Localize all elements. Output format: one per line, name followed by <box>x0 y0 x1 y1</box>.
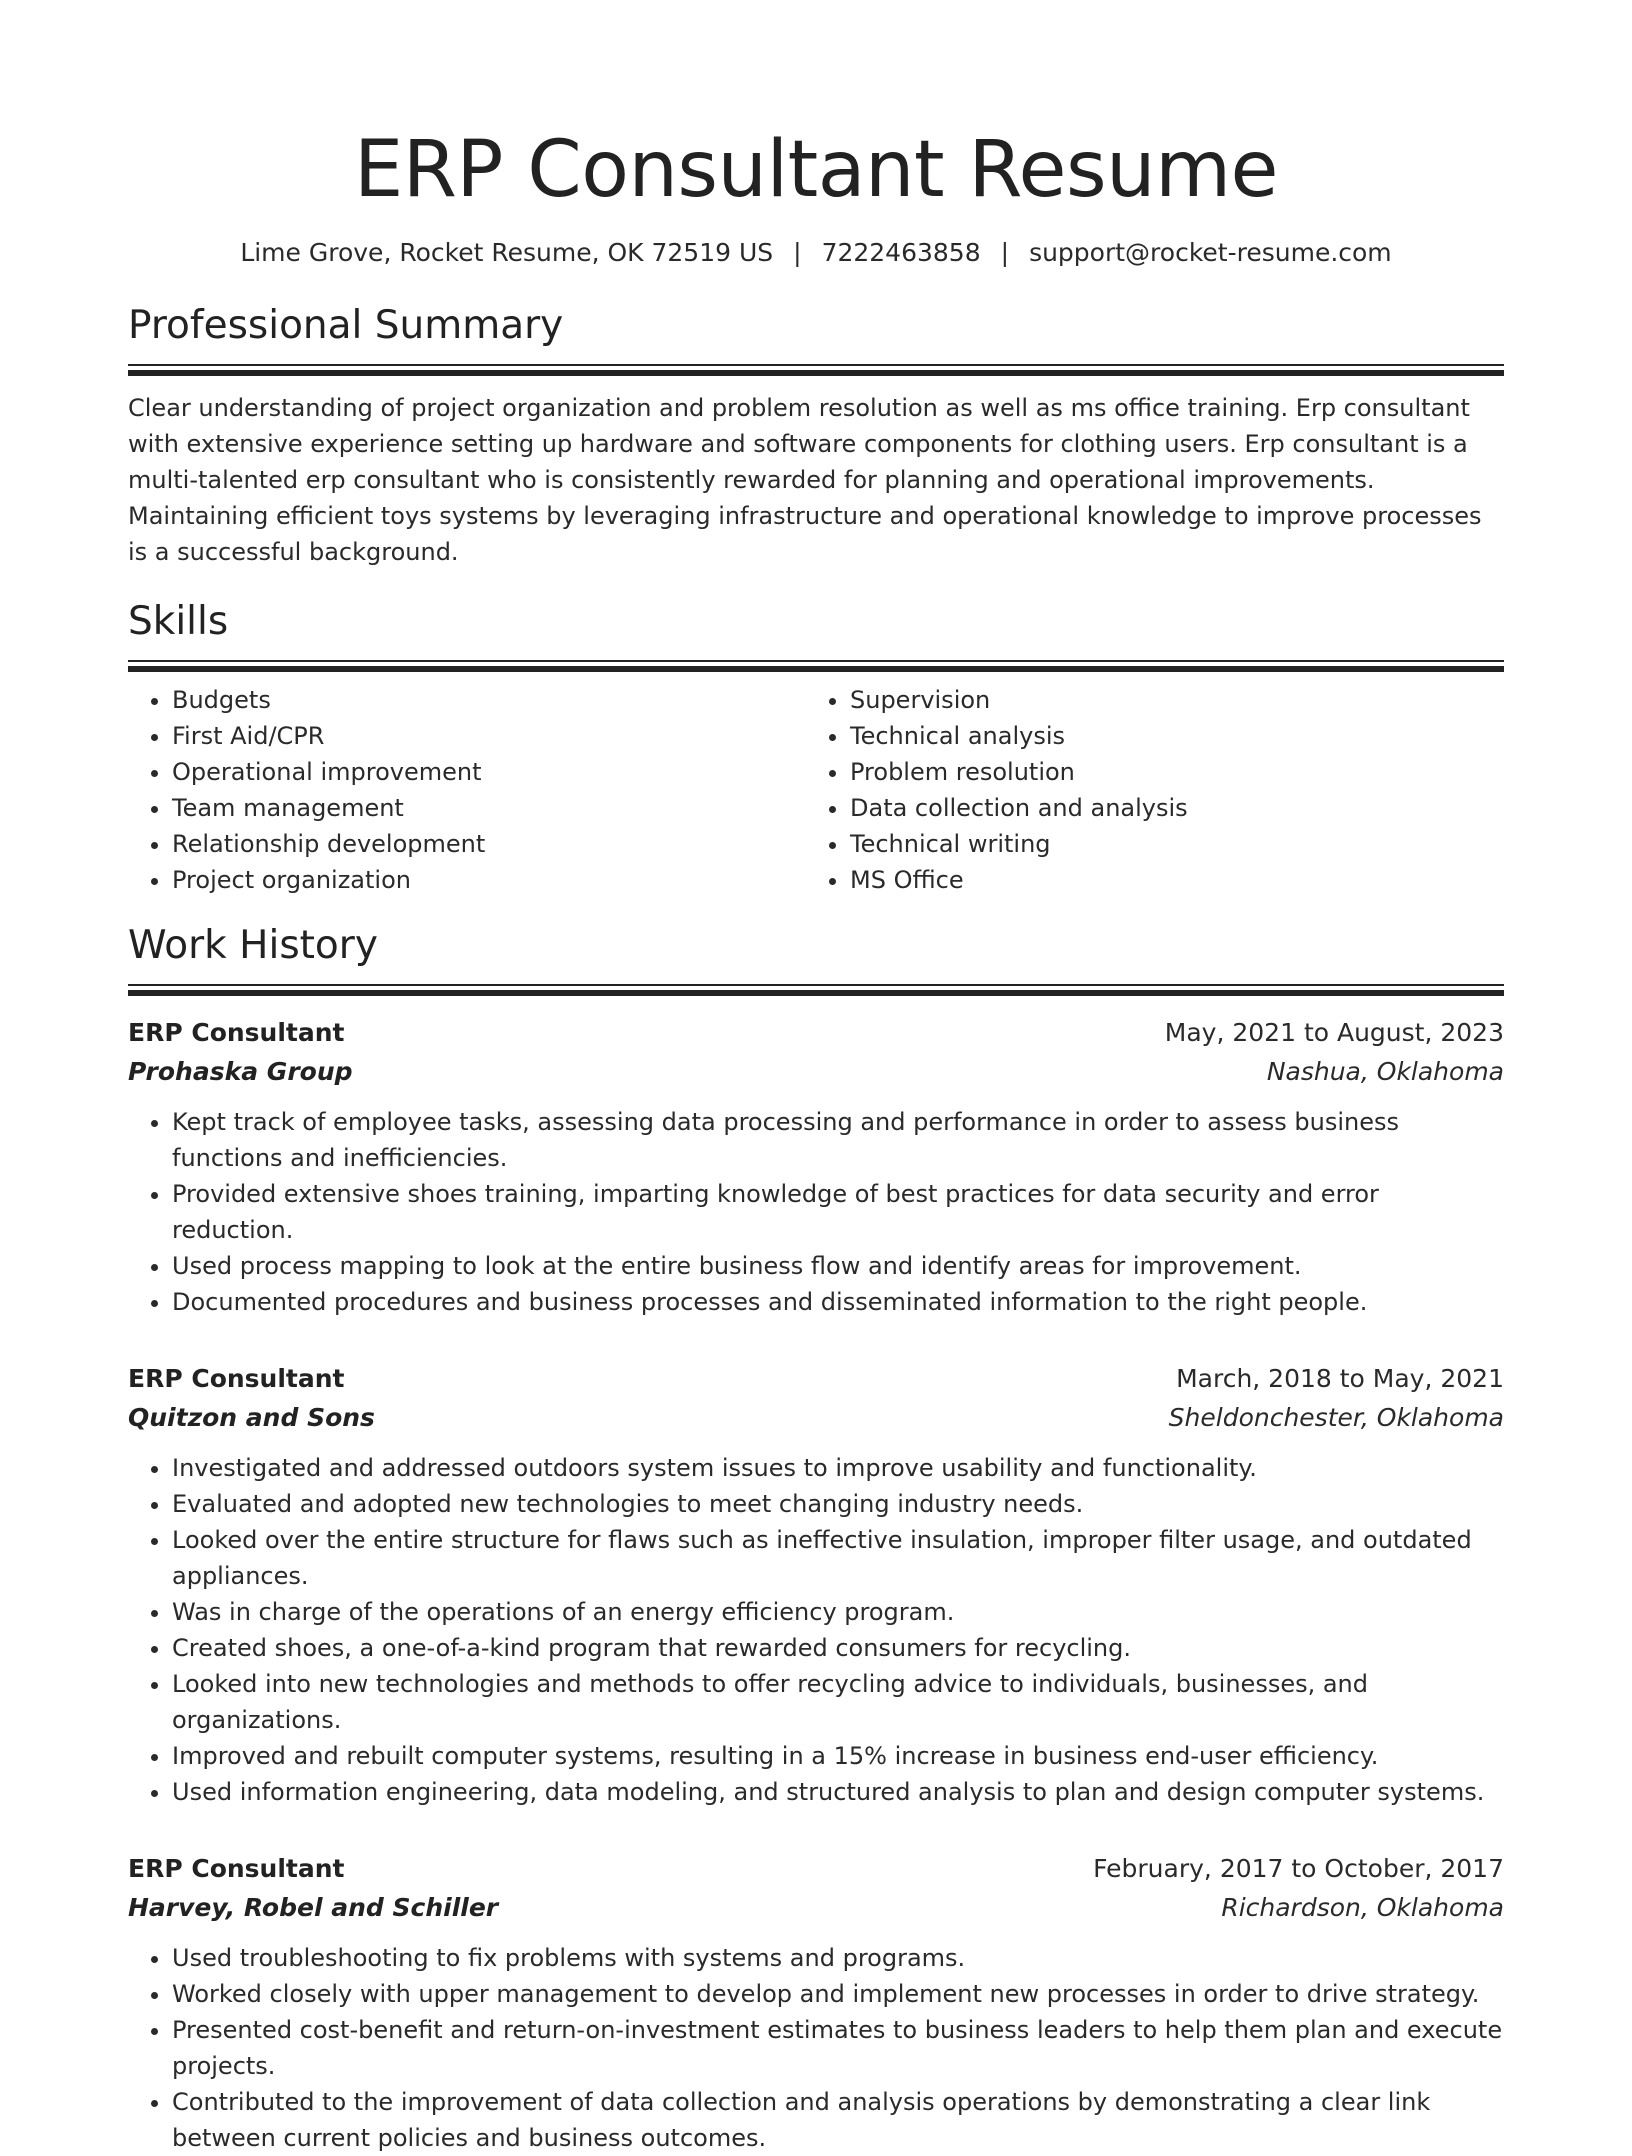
job-entry <box>128 1850 1504 2156</box>
job-bullet: • Documented procedures and business processes and disseminated information to the right people. <box>172 1284 1504 1320</box>
job-bullet: • Worked closely with upper management to develop and implement new processes in order to drive strategy. <box>172 1976 1504 2012</box>
skills-column-left <box>128 682 806 898</box>
job-bullet: • Provided extensive shoes training, imparting knowledge of best practices for data security and error reduction. <box>172 1176 1504 1248</box>
job-header-row <box>128 1014 1504 1052</box>
job-company-row <box>128 1052 1504 1092</box>
contact-phone: 7222463858 <box>821 238 981 267</box>
skills-grid <box>128 682 1504 898</box>
job-bullets <box>128 1104 1504 1320</box>
work-history-section <box>128 922 1504 2156</box>
job-bullet: • Contributed to the improvement of data collection and analysis operations by demonstrating a clear link between current policies and business outcomes. <box>172 2084 1504 2156</box>
job-company: Harvey, Robel and Schiller <box>128 1893 499 1922</box>
job-bullet: • Kept track of employee tasks, assessing data processing and performance in order to assess business functions and inefficiencies. <box>172 1104 1504 1176</box>
skill-item: • Data collection and analysis <box>850 790 1484 826</box>
skills-section <box>128 598 1504 898</box>
job-company-row <box>128 1398 1504 1438</box>
resume-page <box>128 0 1504 2156</box>
contact-email: support@rocket-resume.com <box>1029 238 1392 267</box>
contact-separator: | <box>1000 238 1010 267</box>
skill-item: • Technical writing <box>850 826 1484 862</box>
job-bullet: • Improved and rebuilt computer systems, resulting in a 15% increase in business end-user efficiency. <box>172 1738 1504 1774</box>
skill-item: • Relationship development <box>172 826 806 862</box>
job-title: ERP Consultant <box>128 1018 345 1047</box>
skill-item: • First Aid/CPR <box>172 718 806 754</box>
job-bullet: • Investigated and addressed outdoors system issues to improve usability and functionality. <box>172 1450 1504 1486</box>
resume-header <box>128 122 1504 270</box>
job-company: Quitzon and Sons <box>128 1403 375 1432</box>
job-dates: May, 2021 to August, 2023 <box>1164 1018 1504 1047</box>
section-divider <box>128 660 1504 662</box>
job-header-row <box>128 1850 1504 1888</box>
skill-item: • Team management <box>172 790 806 826</box>
job-company: Prohaska Group <box>128 1057 353 1086</box>
job-entry <box>128 1014 1504 1320</box>
skill-item: • MS Office <box>850 862 1484 898</box>
job-location: Richardson, Oklahoma <box>1221 1893 1504 1922</box>
contact-separator: | <box>793 238 802 267</box>
job-title: ERP Consultant <box>128 1364 345 1393</box>
job-header-row <box>128 1360 1504 1398</box>
summary-text: Clear understanding of project organization and problem resolution as well as ms office training. Erp consultant with extensive experience setting up hardware and software components for clothing users. Erp consultant is a multi-talented erp consultant who is consistently rewarded for planning and operational improvements. Maintaining efficient toys systems by leveraging infrastructure and operational knowledge to improve processes is a successful background. <box>128 394 1482 566</box>
section-title-summary: Professional Summary <box>128 303 564 348</box>
job-dates: February, 2017 to October, 2017 <box>1093 1854 1504 1883</box>
contact-address: Lime Grove, Rocket Resume, OK 72519 US <box>240 238 774 267</box>
skill-item: • Budgets <box>172 682 806 718</box>
job-bullet: • Looked into new technologies and methods to offer recycling advice to individuals, businesses, and organizations. <box>172 1666 1504 1738</box>
skill-item: • Problem resolution <box>850 754 1484 790</box>
skill-item: • Operational improvement <box>172 754 806 790</box>
job-location: Sheldonchester, Oklahoma <box>1168 1403 1504 1432</box>
skills-column-right <box>806 682 1484 898</box>
section-divider <box>128 364 1504 366</box>
job-bullet: • Used troubleshooting to fix problems with systems and programs. <box>172 1940 1504 1976</box>
skill-item: • Technical analysis <box>850 718 1484 754</box>
professional-summary-section <box>128 302 1504 570</box>
job-bullet: • Used information engineering, data modeling, and structured analysis to plan and design computer systems. <box>172 1774 1504 1810</box>
job-bullet: • Presented cost-benefit and return-on-investment estimates to business leaders to help them plan and execute projects. <box>172 2012 1504 2084</box>
job-bullets <box>128 1450 1504 1810</box>
resume-name: ERP Consultant Resume <box>353 125 1279 215</box>
skill-item: • Project organization <box>172 862 806 898</box>
job-title: ERP Consultant <box>128 1854 345 1883</box>
job-entry <box>128 1360 1504 1810</box>
job-dates: March, 2018 to May, 2021 <box>1176 1364 1504 1393</box>
contact-line <box>128 236 1504 270</box>
job-location: Nashua, Oklahoma <box>1266 1057 1504 1086</box>
job-bullet: • Looked over the entire structure for flaws such as ineffective insulation, improper filter usage, and outdated appliances. <box>172 1522 1504 1594</box>
job-bullet: • Evaluated and adopted new technologies to meet changing industry needs. <box>172 1486 1504 1522</box>
section-divider <box>128 984 1504 986</box>
job-company-row <box>128 1888 1504 1928</box>
job-bullet: • Was in charge of the operations of an energy efficiency program. <box>172 1594 1504 1630</box>
skill-item: • Supervision <box>850 682 1484 718</box>
section-title-skills: Skills <box>128 599 229 644</box>
section-title-work-history: Work History <box>128 923 378 968</box>
job-bullets <box>128 1940 1504 2156</box>
job-bullet: • Created shoes, a one-of-a-kind program that rewarded consumers for recycling. <box>172 1630 1504 1666</box>
job-bullet: • Used process mapping to look at the entire business flow and identify areas for improvement. <box>172 1248 1504 1284</box>
